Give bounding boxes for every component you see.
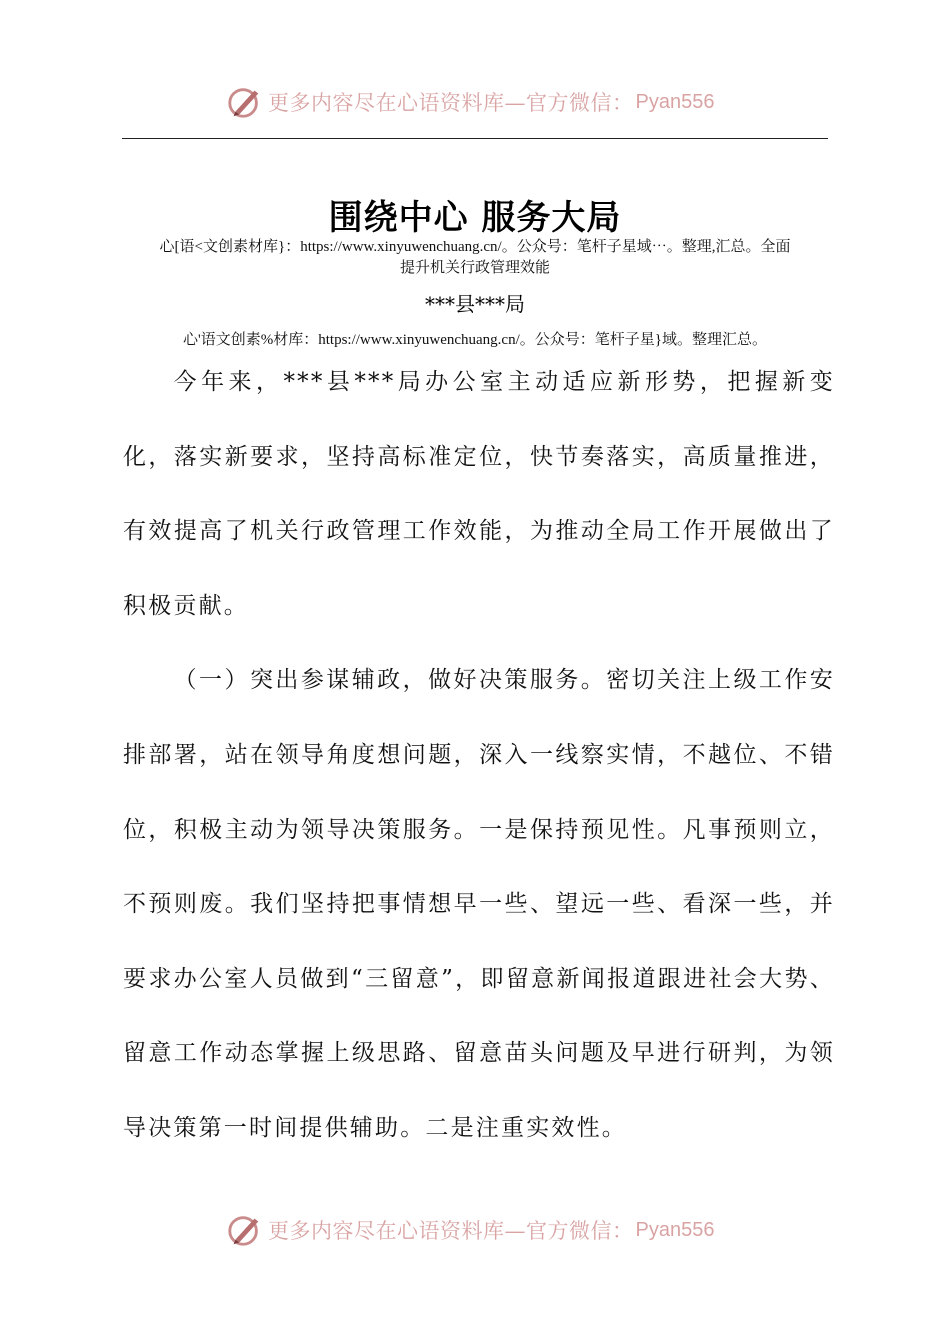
body-paragraph: （一）突出参谋辅政，做好决策服务。密切关注上级工作安排部署，站在领导角度想问题，深入一线察实情，不越位、不错位，积极主动为领导决策服务。一是保持预见性。凡事预则立，不预则废。我们坚持把事情想早一些、望远一些、看深一些，并要求办公室人员做到“三留意”，即留意新闻报道跟进社会大势、留意工作动态掌握上级思路、留意苗头问题及早进行研判，为领导决策第一时间提供辅助。二是注重实效性。 bbox=[123, 667, 835, 1141]
subtitle-line-2: 提升机关行政管理效能 bbox=[399, 260, 550, 276]
watermark-brand-text: 更多内容尽在心语资料库—官方微信： bbox=[268, 91, 634, 115]
body-paragraph: 今年来，***县***局办公室主动适应新形势，把握新变化，落实新要求，坚持高标准定位，快节奏落实，高质量推进，有效提高了机关行政管理工作效能，为推动全局工作开展做出了积极贡献。 bbox=[123, 369, 835, 619]
watermark-banner-bottom bbox=[226, 1210, 714, 1250]
watermark-wechat-id: Pyan556 bbox=[635, 1218, 715, 1241]
source-note: 心'语文创素%材库：https://www.xinyuwenchuang.cn/。公众号：笔杆子星}域。整理汇总。 bbox=[183, 332, 767, 348]
watermark-banner-top bbox=[226, 82, 714, 122]
pen-circle-logo-icon bbox=[226, 83, 264, 121]
watermark-wechat-id: Pyan556 bbox=[635, 90, 715, 113]
document-author: ***县***局 bbox=[425, 292, 525, 316]
pen-circle-logo-icon bbox=[226, 1211, 264, 1249]
document-subtitle bbox=[118, 237, 832, 279]
subtitle-line-1: 心[语<文创素材库}：https://www.xinyuwenchuang.cn/。公众号：笔杆子星域⋯。整理,汇总。全面 bbox=[159, 239, 791, 255]
header-divider bbox=[122, 138, 828, 139]
watermark-brand-text: 更多内容尽在心语资料库—官方微信： bbox=[268, 1219, 634, 1243]
document-body bbox=[123, 345, 835, 1166]
document-title: 围绕中心 服务大局 bbox=[328, 198, 622, 238]
